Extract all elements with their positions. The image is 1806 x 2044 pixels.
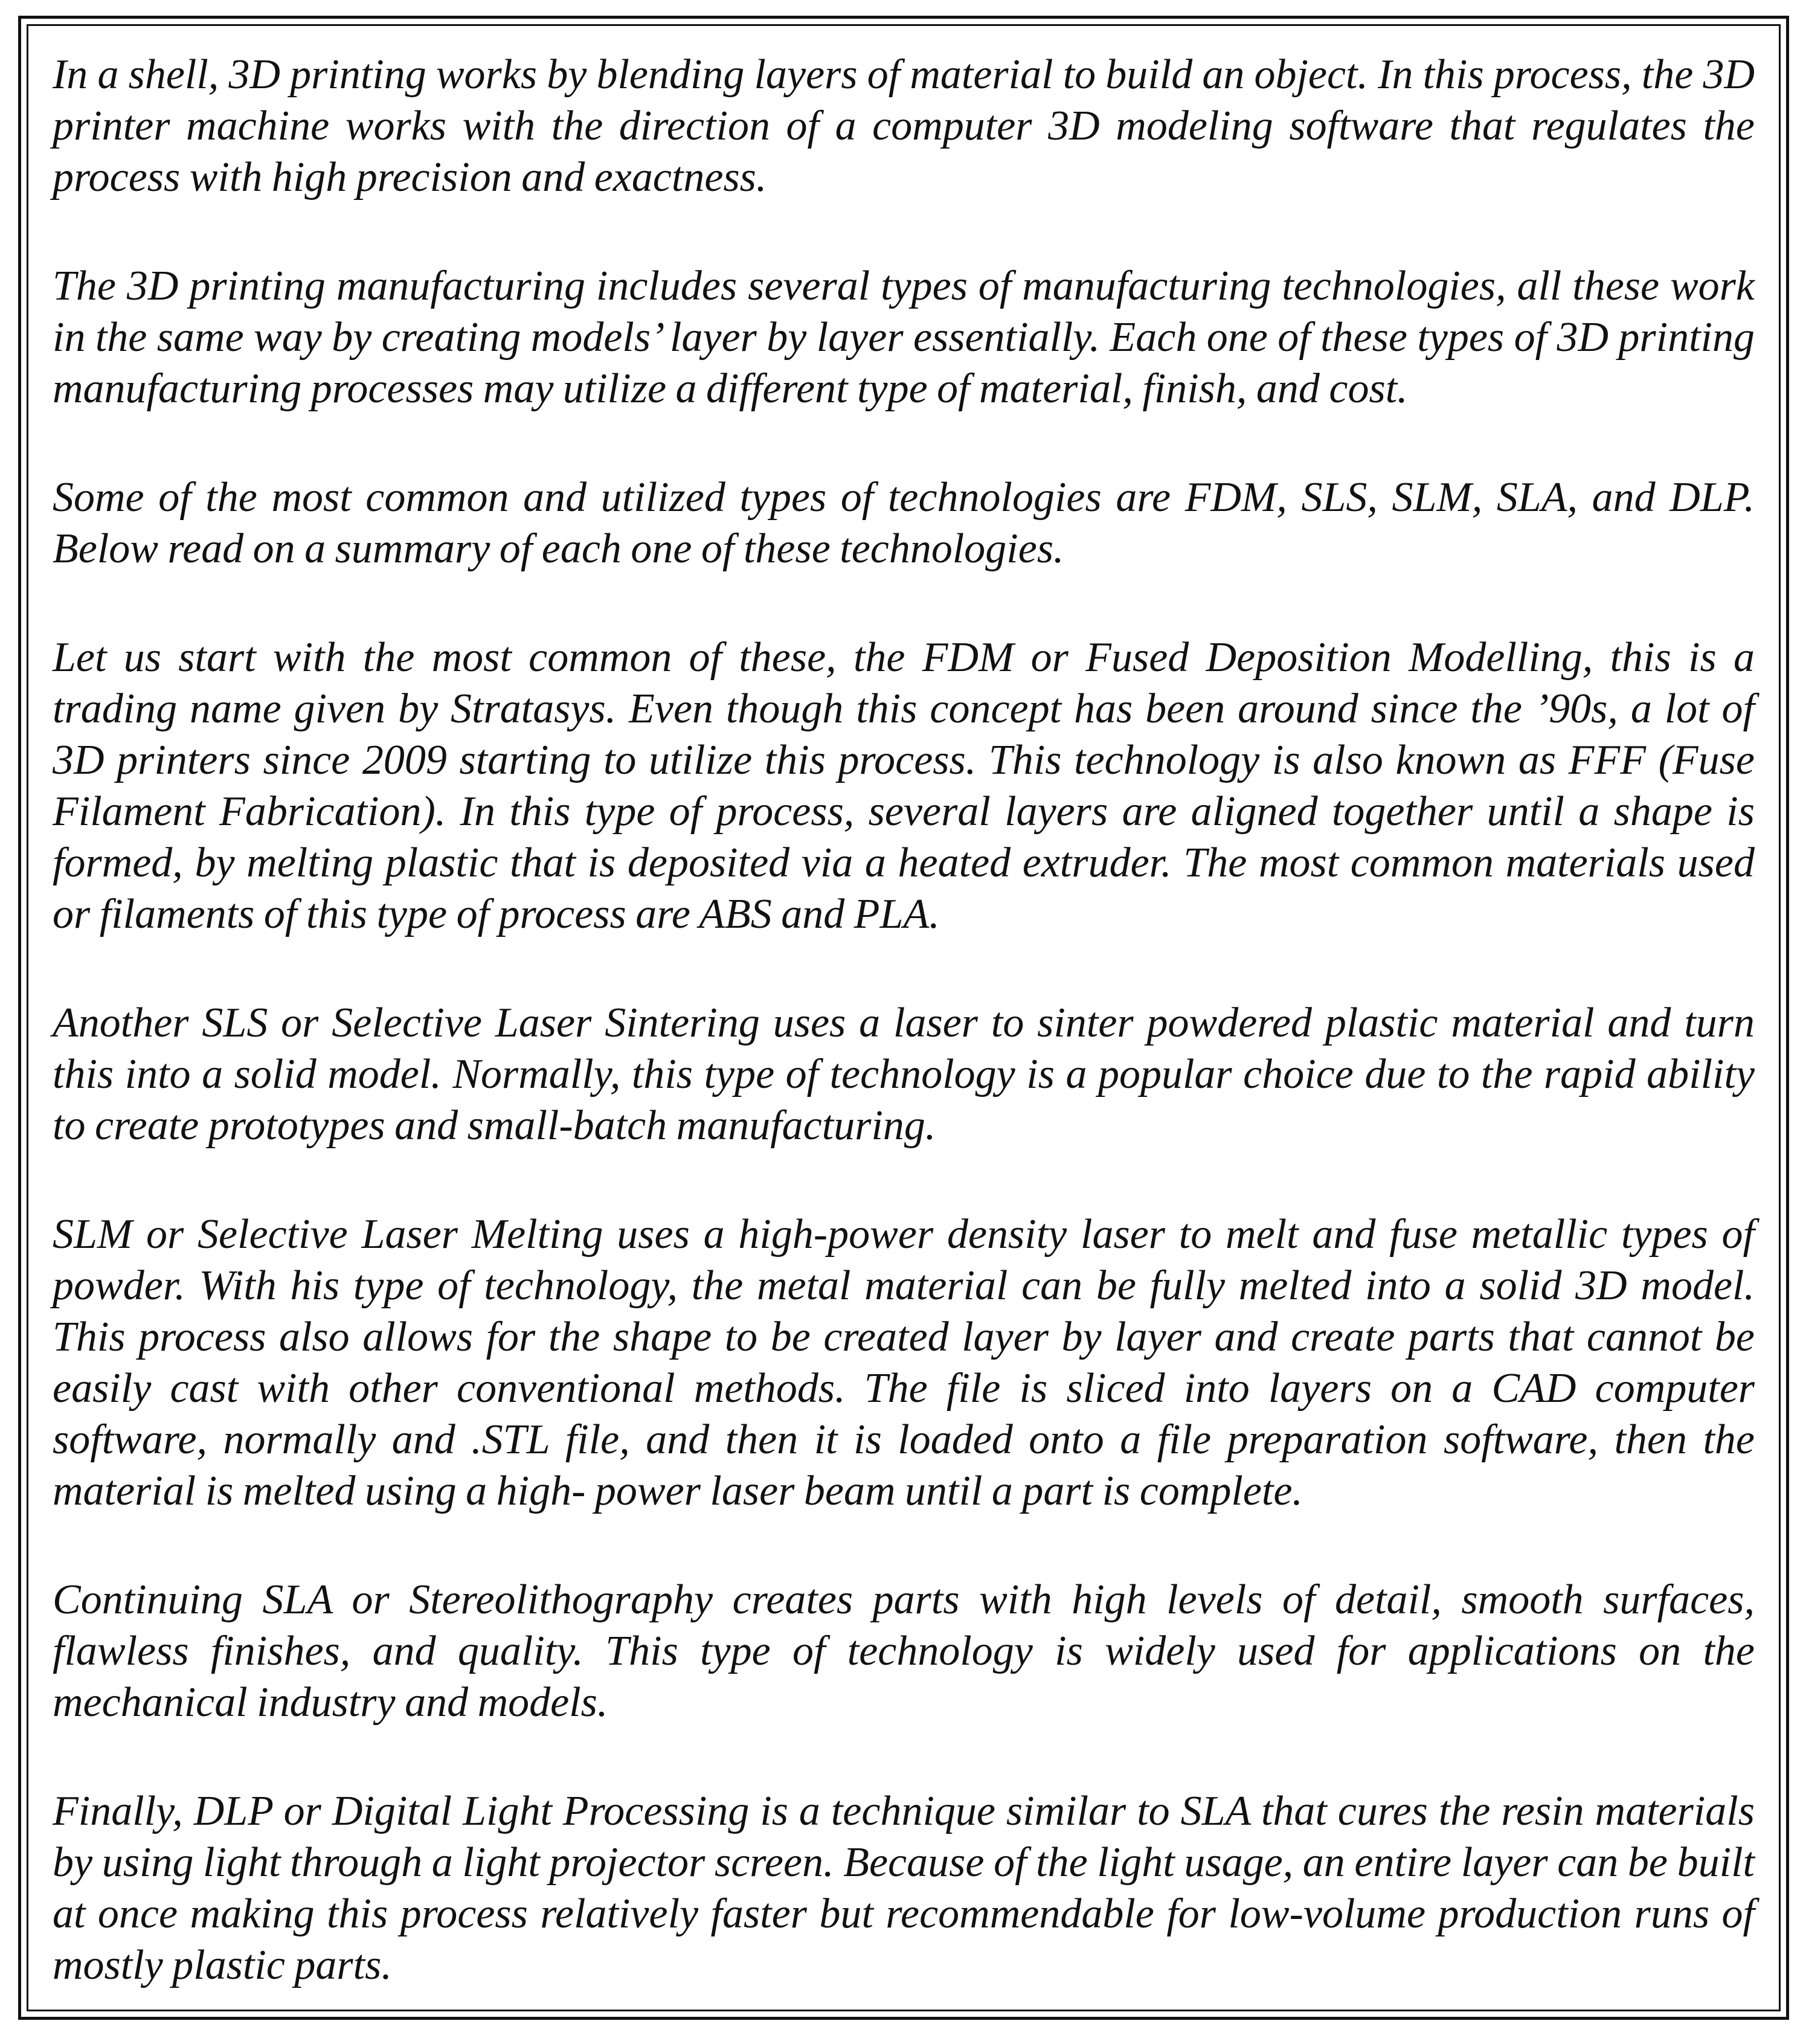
paragraph-sla: Continuing SLA or Stereolithography creates parts with high levels of detail, smooth surfaces, flawless finishes, and quality. This type of technology is widely used for applications on the mechanical industry and models. — [53, 1576, 1755, 1726]
paragraph-intro: In a shell, 3D printing works by blending layers of material to build an object. In this process, the 3D printer machine works with the direction of a computer 3D modeling software that regulates the process with high precision and exactness. — [53, 51, 1755, 201]
paragraph-common-technologies: Some of the most common and utilized types of technologies are FDM, SLS, SLM, SLA, and DLP. Below read on a summary of each one of these technologies. — [53, 474, 1755, 572]
paragraph-fdm: Let us start with the most common of these, the FDM or Fused Deposition Modelling, this is a trading name given by Stratasys. Even though this concept has been around since the ’90s, a lot of 3D printers since 2009 starting to utilize this process. This technology is also known as FFF (Fuse Filament Fabrication). In this type of process, several layers are aligned together until a shape is formed, by melting plastic that is deposited via a heated extruder. The most common materials used or filaments of this type of process are ABS and PLA. — [53, 634, 1755, 937]
paragraph-slm: SLM or Selective Laser Melting uses a high-power density laser to melt and fuse metallic types of powder. With his type of technology, the metal material can be fully melted into a solid 3D model. This process also allows for the shape to be created layer by layer and create parts that cannot be easily cast with other conventional methods. The file is sliced into layers on a CAD computer software, normally and .STL file, and then it is loaded onto a file preparation software, then the material is melted using a high- power laser beam until a part is complete. — [53, 1211, 1755, 1514]
paragraph-sls: Another SLS or Selective Laser Sintering uses a laser to sinter powdered plastic material and turn this into a solid model. Normally, this type of technology is a popular choice due to the rapid ability to create prototypes and small-batch manufacturing. — [53, 1000, 1755, 1149]
document-text-box — [27, 24, 1781, 2011]
paragraph-manufacturing-types: The 3D printing manufacturing includes several types of manufacturing technologies, all these work in the same way by creating models’ layer by layer essentially. Each one of these types of 3D printing manufacturing processes may utilize a different type of material, finish, and cost. — [53, 263, 1755, 412]
paragraph-dlp: Finally, DLP or Digital Light Processing is a technique similar to SLA that cures the resin materials by using light through a light projector screen. Because of the light usage, an entire layer can be built at once making this process relatively faster but recommendable for low-volume production runs of mostly plastic parts. — [53, 1788, 1755, 1988]
